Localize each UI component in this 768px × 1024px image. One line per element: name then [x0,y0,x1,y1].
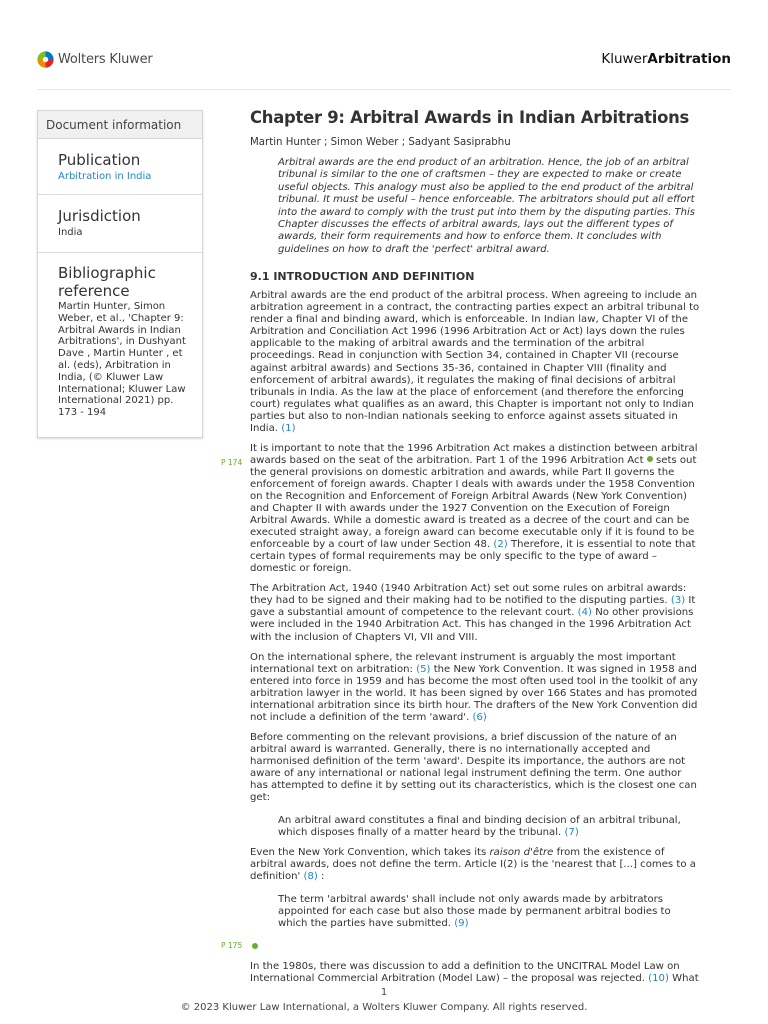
paragraph-6-text-c: : [321,871,325,883]
page-break-dot-icon [647,456,653,462]
document-info-panel [37,110,203,438]
paragraph-3-text-b: It gave a substantial amount of competence to the relevant court. [250,595,696,619]
blockquote-1-text: An arbitral award constitutes a final and binding decision of an arbitral tribunal, which disposes finally of a matter heard by the tribunal. [278,815,681,839]
footer [0,987,768,1014]
document-body [221,108,700,985]
abstract: Arbitral awards are the end product of an arbitration. Hence, the job of an arbitral tribunal is similar to the one of craftsmen – they are expected to make or create useful objects. This analogy must also be applied to the end product of the arbitral tribunal. It must be useful – hence enforceable. The arbitrators should put all effort into the award to comply with the trust put into them by the disputing parties. This Chapter discusses the effects of arbitral awards, lays out the different types of awards, their form requirements and how to enforce them. It concludes with guidelines on how to draft the 'perfect' arbitral award. [278,157,695,255]
footnote-link-1[interactable]: (1) [281,422,296,434]
publication-link[interactable]: Arbitration in India [58,171,152,182]
chapter-title: Chapter 9: Arbitral Awards in Indian Arbitrations [250,108,690,127]
paragraph-2 [221,442,700,576]
paragraph-5-text: Before commenting on the relevant provisions, a brief discussion of the nature of an arbitral award is warranted. Generally, there is no internationally accepted and harmonised definition of the term 'award'. Despite its importance, the authors are not aware of any international or national legal instrument defining the term. One author has attempted to define it by setting out its characteristics, which is the closest one can get: [250,731,697,804]
footnote-link-9[interactable]: (9) [454,918,469,930]
footnote-link-3[interactable]: (3) [670,595,686,607]
header-divider [37,89,731,90]
footnote-link-5[interactable]: (5) [416,663,431,675]
document-info-heading: Document information [38,111,202,139]
paragraph-4 [250,652,700,724]
wolters-kluwer-logo[interactable] [37,51,153,68]
section-heading: 9.1 INTRODUCTION AND DEFINITION [250,270,475,284]
blockquote-1 [278,815,700,839]
blockquote-2-text: The term 'arbitral awards' shall include not only awards made by arbitrators appointed for each case but also those made by permanent arbitral bodies to which the parties have submitted. [278,894,671,930]
publication-title: Publication [58,151,141,169]
footnote-link-4[interactable]: (4) [577,607,592,619]
footnote-link-7[interactable]: (7) [564,827,579,839]
authors: Martin Hunter ; Simon Weber ; Sadyant Sasiprabhu [250,137,511,148]
publication-section [38,139,202,195]
logo-text: Wolters Kluwer [58,52,153,67]
paragraph-5 [250,732,700,804]
brand-prefix: Kluwer [601,51,648,67]
bibliographic-title: Bibliographic reference [58,264,156,300]
jurisdiction-section [38,195,202,253]
header [0,0,768,90]
paragraph-3-text-a: The Arbitration Act, 1940 (1940 Arbitration Act) set out some rules on arbitral awards: they had to be signed and their making had to be notified to the disputing parties. [250,583,687,607]
brand-bold: Arbitration [647,51,731,67]
paragraph-3-text-c: No other provisions were included in the 1940 Arbitration Act. This has changed in the 1996 Arbitration Act with the inclusion of Chapters VI, VII and VIII. [250,607,694,643]
footnote-link-10[interactable]: (10) [648,972,669,984]
paragraph-4-text-a: On the international sphere, the relevant instrument is arguably the most important international text on arbitration: [250,651,676,675]
paragraph-7-text-b: What [672,972,699,984]
paragraph-7-text-a: In the 1980s, there was discussion to add a definition to the UNCITRAL Model Law on International Commercial Arbitration (Model Law) – the proposal was rejected. [250,960,680,984]
paragraph-3 [250,583,700,643]
footnote-link-2[interactable]: (2) [493,539,508,551]
paragraph-6-italic: raison d'être [489,847,554,859]
page-marker-175: P 175 [221,940,243,950]
paragraph-2-text-a: It is important to note that the 1996 Arbitration Act makes a distinction between arbitral awards based on the seat of the arbitration. Part 1 of the 1996 Arbitration Act [250,442,698,466]
wolters-kluwer-logo-icon [37,51,54,68]
page-break-dot-icon [252,943,258,949]
copyright-notice: © 2023 Kluwer Law International, a Wolters Kluwer Company. All rights reserved. [180,1002,588,1013]
paragraph-2-text-c: Therefore, it is essential to note that certain types of formal requirements may be only specific to the type of award – domestic or foreign. [250,539,696,575]
jurisdiction-title: Jurisdiction [58,207,141,225]
paragraph-1-text: Arbitral awards are the end product of the arbitral process. When agreeing to include an arbitration agreement in a contract, the contracting parties expect an arbitral tribunal to render a final and binding award, which is enforceable. In Indian law, Chapter VI of the Arbitration and Conciliation Act 1996 (1996 Arbitration Act or Act) lays down the rules applicable to the making of arbitral awards and the termination of the arbitral proceedings. Read in conjunction with Section 34, contained in Chapter VII (recourse against arbitral awards) and Sections 35-36, contained in Chapter VIII (finality and enforcement of arbitral awards), it regulates the making of final decisions of arbitral tribunals in India. As the law at the place of enforcement (and therefore the enforcing court) regulates what qualifies as an award, this Chapter is important not only to Indian parties but also to non-Indian nationals seeking to enforce against assets situated in India. [250,290,700,434]
jurisdiction-value: India [58,227,83,238]
page-break-175 [221,939,700,953]
paragraph-6-text-a: Even the New York Convention, which takes its [250,847,487,859]
page-marker-174: P 174 [221,457,243,467]
footnote-link-8[interactable]: (8) [303,871,318,883]
paragraph-4-text-b: the New York Convention. It was signed in 1958 and entered into force in 1959 and has become the most often used tool in the toolkit of any arbitration lawyer in the world. It has been signed by over 166 States and has promoted international arbitration since its birth hour. The drafters of the New York Convention did not include a definition of the term 'award'. [250,663,698,723]
kluwer-arbitration-brand[interactable] [601,51,731,67]
blockquote-2 [278,894,700,930]
paragraph-6-text-b: from the existence of arbitral awards, does not define the term. Article I(2) is the 'nearest that [...] comes to a definition' [250,847,696,883]
footnote-link-6[interactable]: (6) [472,711,487,723]
paragraph-6 [250,847,700,883]
paragraph-7 [250,961,700,985]
paragraph-1 [250,290,700,435]
paragraph-2-text-b: sets out the general provisions on domestic arbitration and awards, while Part II governs the enforcement of foreign awards. Chapter I deals with awards under the 1958 Convention on the Recognition and Enforcement of Foreign Arbitral Awards (New York Convention) and Chapter II with awards under the 1927 Convention on the Execution of Foreign Arbitral Awards. While a domestic award is treated as a decree of the court and can be executed straight away, a foreign award can become executable only if it is found to be enforceable by a court of law under Section 48. [250,454,697,551]
bibliographic-section [38,253,202,419]
page-number: 1 [380,987,388,998]
bibliographic-value: Martin Hunter, Simon Weber, et al., 'Chapter 9: Arbitral Awards in Indian Arbitrations', in Dushyant Dave , Martin Hunter , et al. (eds), Arbitration in India, (© Kluwer Law International; Kluwer Law International 2021) pp. 173 - 194 [58,301,186,419]
